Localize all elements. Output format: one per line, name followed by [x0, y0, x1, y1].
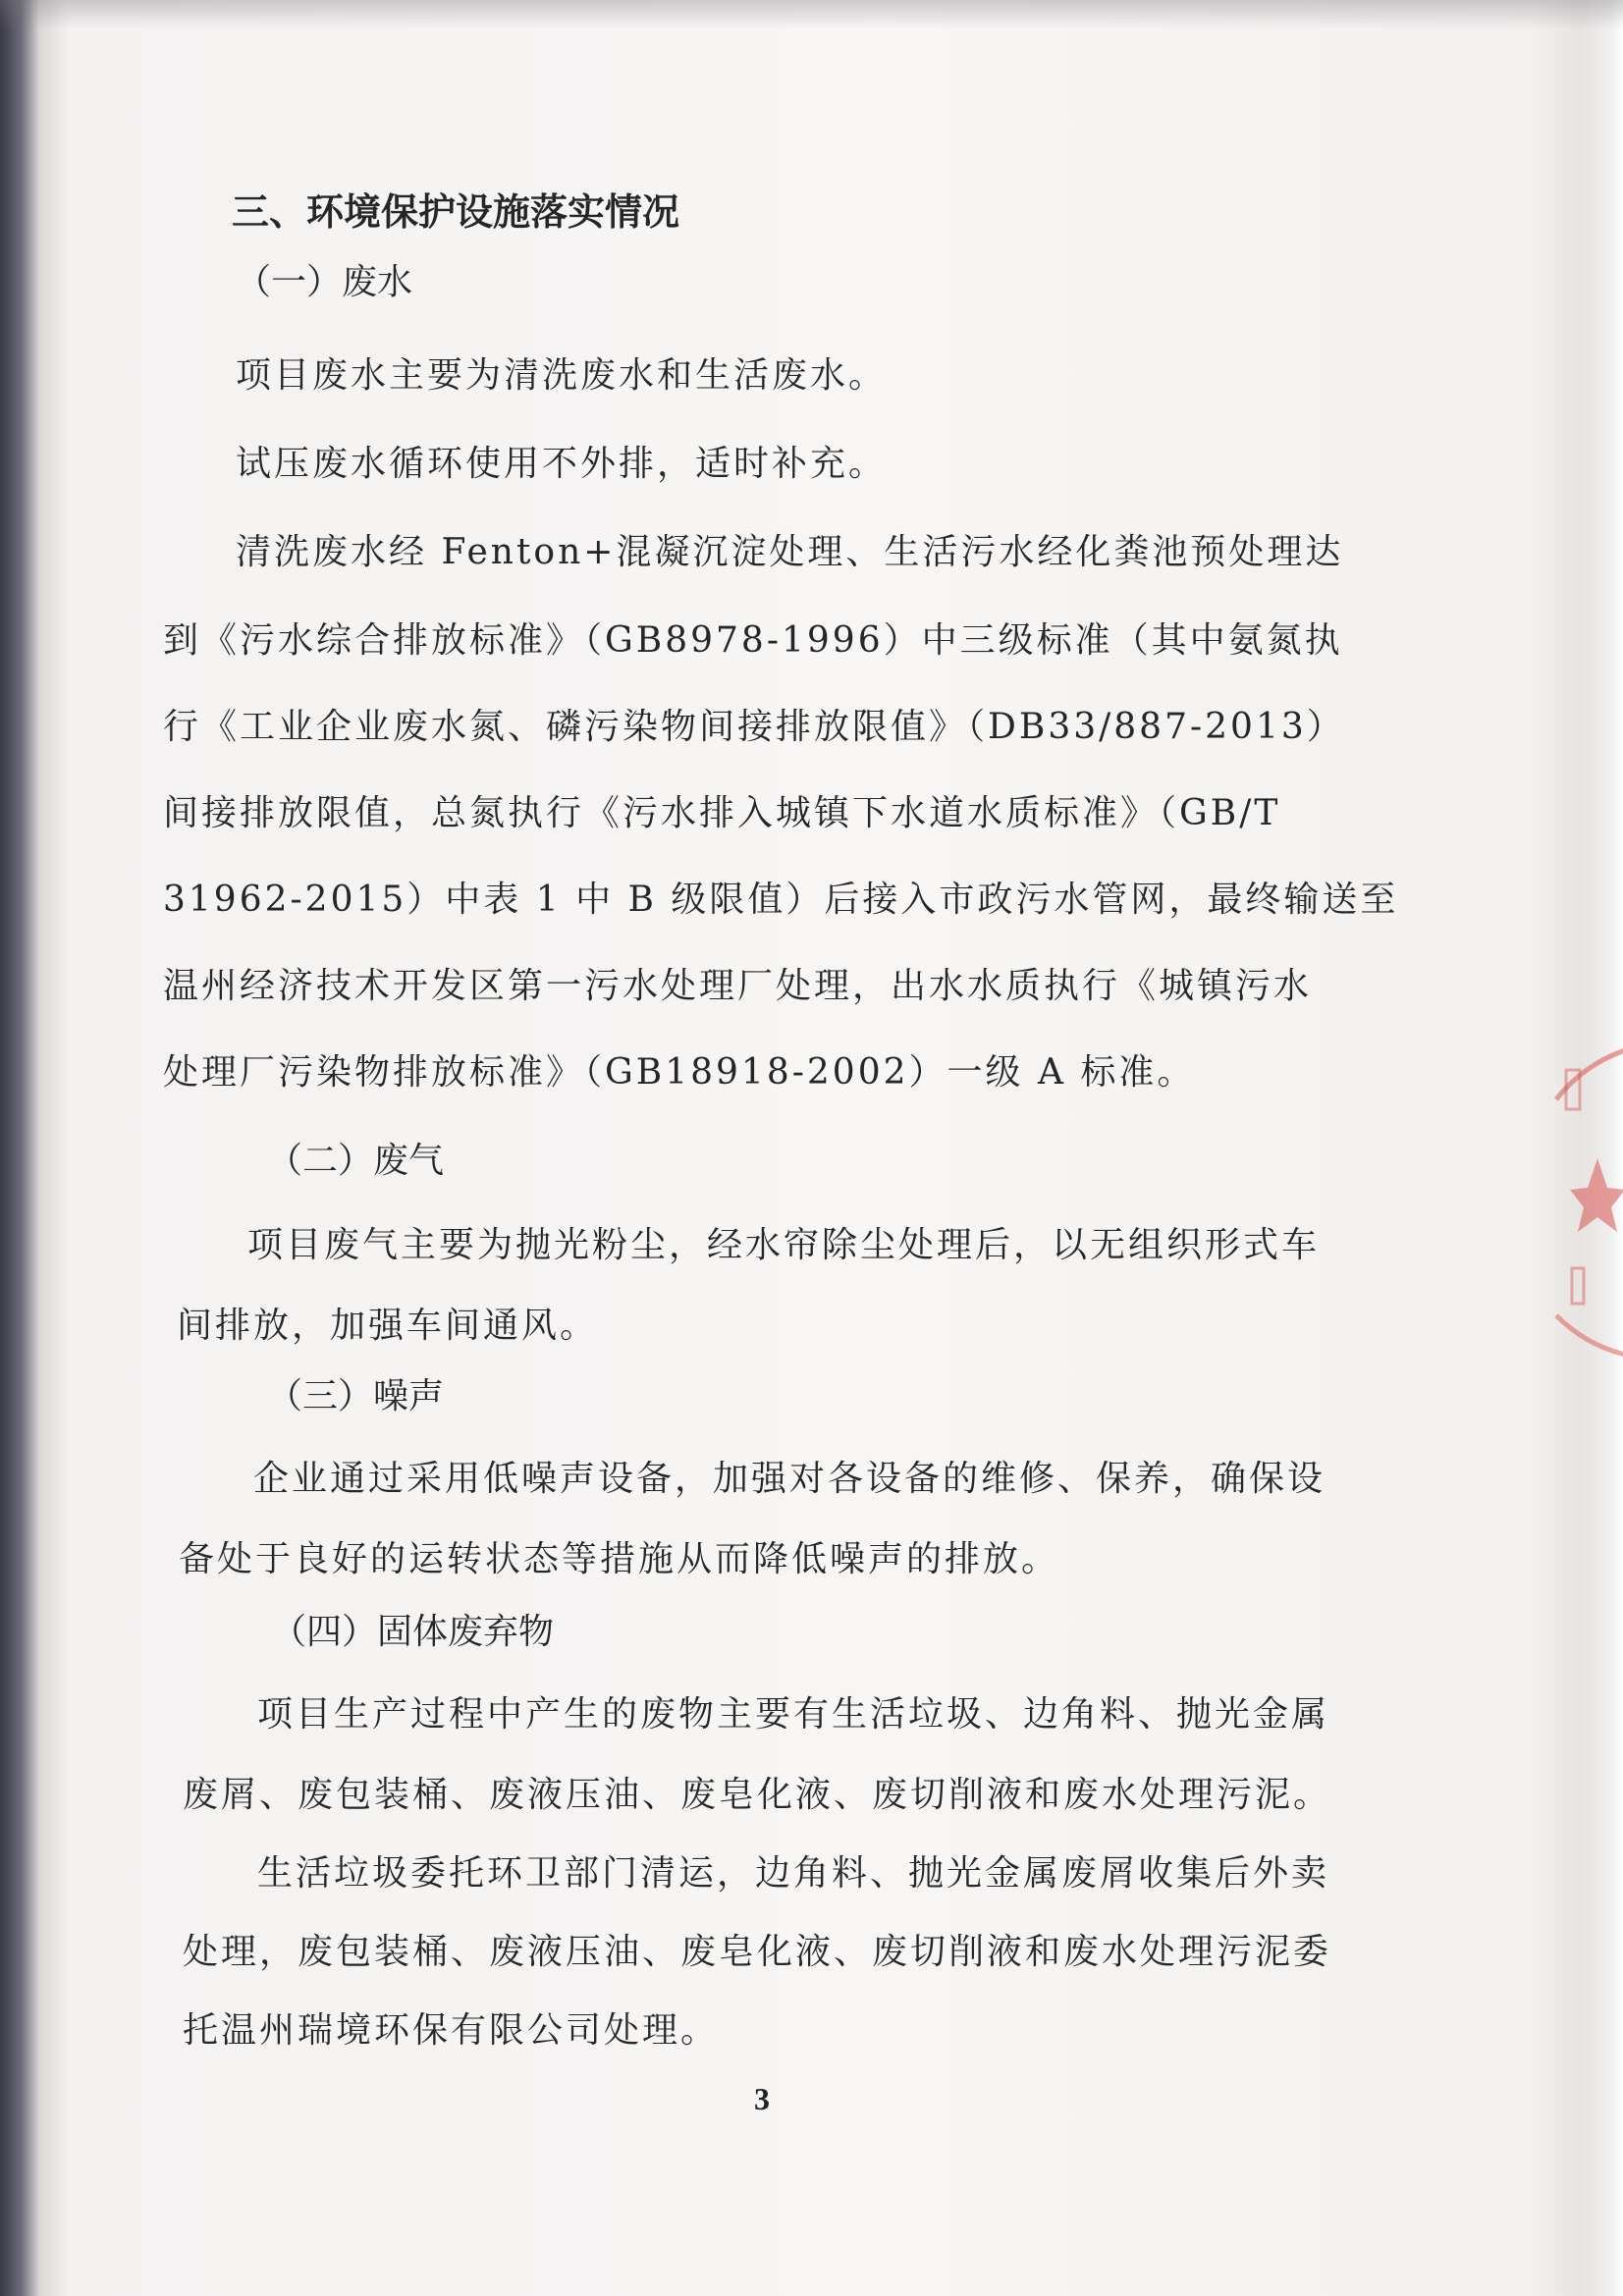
subsection-heading-noise: （三）噪声 [267, 1376, 445, 1416]
paragraph-line: 企业通过采用低噪声设备，加强对各设备的维修、保养，确保设 [253, 1459, 1326, 1499]
paragraph-line: 备处于良好的运转状态等措施从而降低噪声的排放。 [179, 1539, 1060, 1579]
paragraph-line: 废屑、废包装桶、废液压油、废皂化液、废切削液和废水处理污泥。 [183, 1775, 1332, 1815]
paragraph-line: 处理厂污染物排放标准》（GB18918-2002）一级 A 标准。 [163, 1052, 1196, 1093]
paragraph-line: 生活垃圾委托环卫部门清运，边角料、抛光金属废屑收集后外卖 [257, 1853, 1330, 1894]
subsection-heading-exhaust: （二）废气 [267, 1141, 445, 1181]
paragraph-line: 31962-2015）中表 1 中 B 级限值）后接入市政污水管网，最终输送至 [163, 880, 1399, 920]
paragraph-line: 到《污水综合排放标准》（GB8978-1996）中三级标准（其中氨氮执 [163, 620, 1343, 661]
paragraph-line: 间接排放限值，总氮执行《污水排入城镇下水道水质标准》（GB/T [163, 793, 1281, 833]
scan-shadow [0, 0, 1623, 29]
paragraph-line: 项目废气主要为抛光粉尘，经水帘除尘处理后，以无组织形式车 [247, 1225, 1321, 1265]
official-seal [1527, 1041, 1623, 1364]
paragraph-line: 试压废水循环使用不外排，适时补充。 [236, 444, 888, 484]
section-title: 三、环境保护设施落实情况 [232, 189, 680, 234]
paragraph-line: 清洗废水经 Fenton+混凝沉淀处理、生活污水经化粪池预处理达 [236, 532, 1344, 572]
paragraph-line: 处理，废包装桶、废液压油、废皂化液、废切削液和废水处理污泥委 [183, 1932, 1332, 1972]
paragraph-line: 行《工业企业废水氮、磷污染物间接排放限值》（DB33/887-2013） [163, 707, 1345, 747]
paragraph-line: 间排放，加强车间通风。 [177, 1306, 599, 1346]
paragraph-line: 托温州瑞境环保有限公司处理。 [183, 2010, 720, 2051]
paragraph-line: 温州经济技术开发区第一污水处理厂处理，出水水质执行《城镇污水 [163, 966, 1313, 1006]
subsection-heading-wastewater: （一）废水 [236, 262, 413, 302]
paragraph-line: 项目生产过程中产生的废物主要有生活垃圾、边角料、抛光金属 [257, 1694, 1330, 1735]
subsection-heading-solid-waste: （四）固体废弃物 [271, 1612, 555, 1652]
page-number: 3 [754, 2081, 770, 2116]
paragraph-line: 项目废水主要为清洗废水和生活废水。 [236, 355, 888, 396]
